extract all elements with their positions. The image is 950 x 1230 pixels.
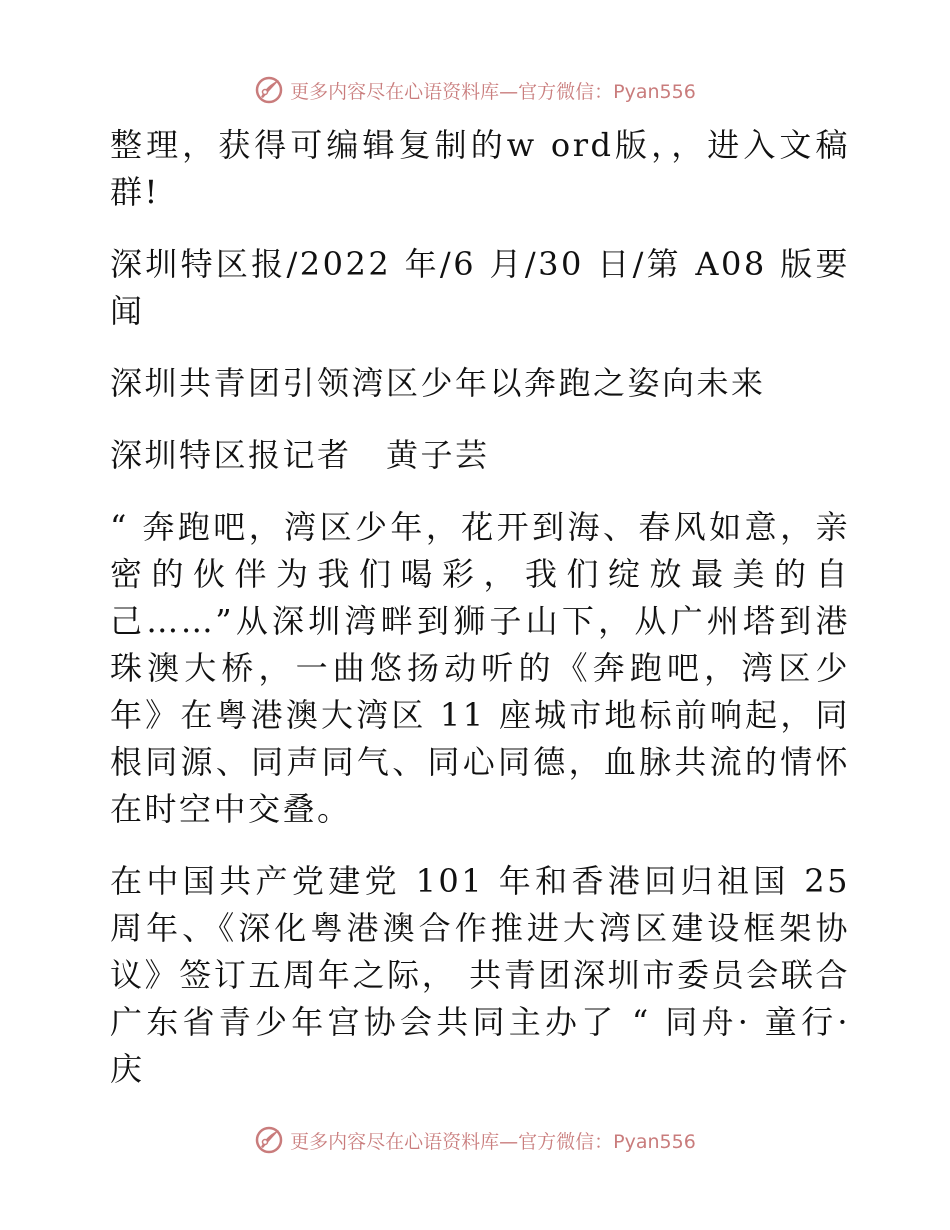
paragraph: “ 奔跑吧，湾区少年，花开到海、春风如意，亲密的伙伴为我们喝彩，我们绽放最美的自己……”从深圳湾畔到狮子山下，从广州塔到港珠澳大桥，一曲悠扬动听的《奔跑吧，湾区少年》在粤港澳大湾区 11 座城市地标前响起，同根同源、同声同气、同心同德，血脉共流的情怀在时空中交叠。 <box>110 508 850 828</box>
brush-logo-icon <box>254 75 284 105</box>
intro-line: 整理，获得可编辑复制的w ord版，，进入文稿群! <box>110 126 850 211</box>
byline: 深圳特区报记者 黄子芸 <box>110 436 490 474</box>
document-body <box>98 122 850 1118</box>
watermark-footer <box>0 1120 950 1160</box>
source-line: 深圳特区报/2022 年/6 月/30 日/第 A08 版要闻 <box>110 245 850 330</box>
watermark-header <box>0 70 950 110</box>
headline: 深圳共青团引领湾区少年以奔跑之姿向未来 <box>110 364 766 402</box>
paragraph: 在中国共产党建党 101 年和香港回归祖国 25 周年、《深化粤港澳合作推进大湾区建设框架协议》签订五周年之际， 共青团深圳市委员会联合广东省青少年宫协会共同主办了 “ 同舟· 童行· 庆 <box>110 862 850 1088</box>
brush-logo-icon <box>254 1125 284 1155</box>
watermark-text: 更多内容尽在心语资料库—官方微信：Pyan556 <box>290 80 696 103</box>
watermark-text: 更多内容尽在心语资料库—官方微信：Pyan556 <box>290 1130 696 1153</box>
